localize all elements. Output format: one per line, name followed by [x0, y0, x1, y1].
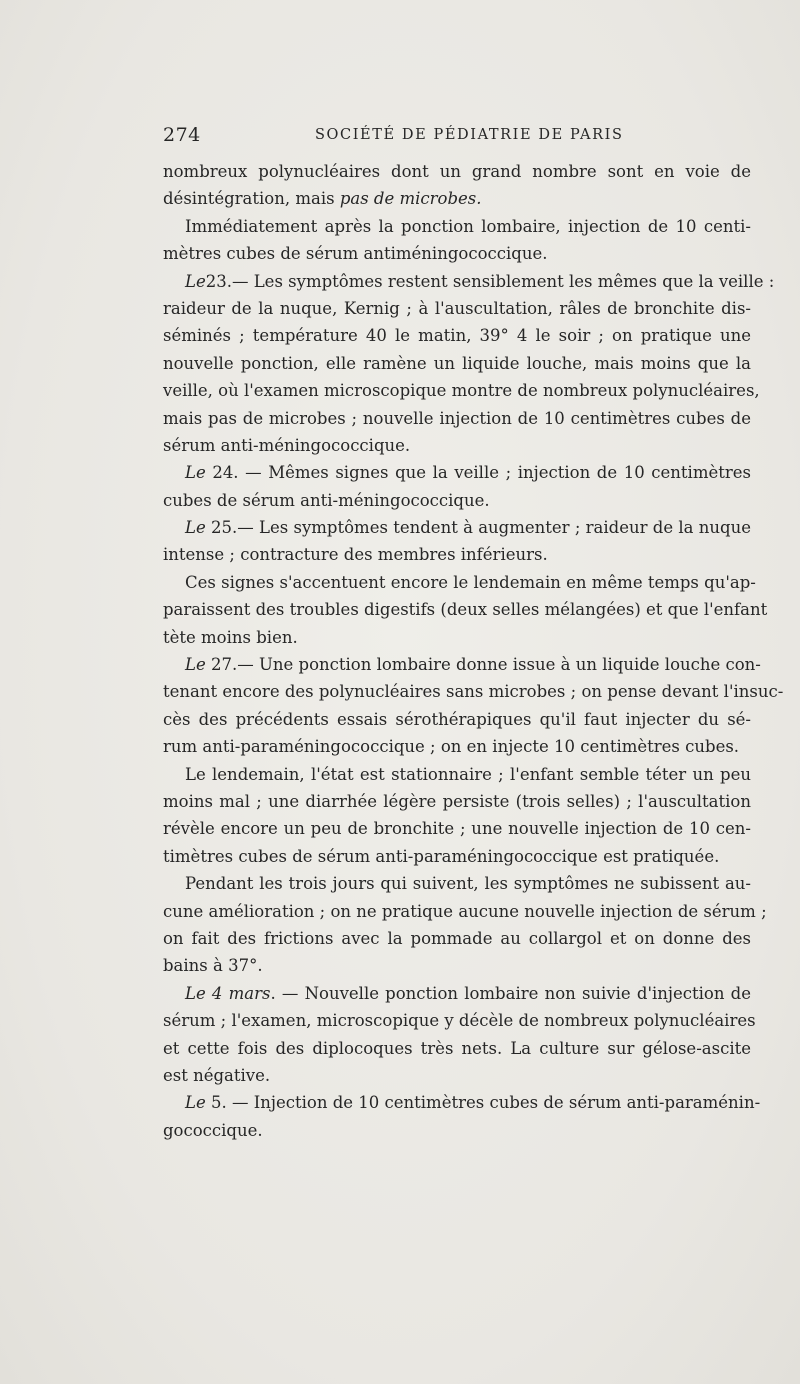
italic-text: Le — [185, 463, 206, 483]
page-number: 274 — [163, 124, 201, 146]
text-segment: sérum anti-méningococcique. — [163, 435, 411, 455]
text-line — [163, 788, 751, 815]
text-line — [163, 596, 768, 623]
text-line — [163, 541, 751, 568]
text-line — [163, 322, 751, 349]
text-segment: mètres cubes de sérum antiméningococcique. — [163, 244, 548, 264]
text-line — [163, 651, 761, 678]
text-line — [163, 158, 751, 185]
text-segment: 5. — Injection de 10 centimètres cubes de sérum anti-paraménin- — [205, 1093, 761, 1113]
text-line — [163, 377, 760, 404]
italic-text: pas de microbes. — [339, 189, 482, 209]
text-line — [163, 295, 751, 322]
text-segment: Pendant les trois jours qui suivent, les symptômes ne subissent au- — [185, 874, 751, 894]
text-line — [163, 733, 751, 760]
italic-text: Le — [185, 518, 206, 538]
text-segment: révèle encore un peu de bronchite ; une nouvelle injection de 10 cen- — [163, 819, 751, 839]
page-header — [163, 124, 753, 152]
text-segment: intense ; contracture des membres inférieurs. — [163, 545, 548, 565]
text-segment: timètres cubes de sérum anti-paraméningococcique est pratiquée. — [163, 846, 720, 866]
text-segment: Immédiatement après la ponction lombaire, injection de 10 centi- — [185, 216, 751, 236]
text-segment: désintégration, mais — [163, 189, 340, 209]
text-line — [163, 350, 751, 377]
text-segment: 25.— Les symptômes tendent à augmenter ; raideur de la nuque — [205, 518, 751, 538]
text-segment: bains à 37°. — [163, 956, 263, 976]
text-line — [163, 432, 751, 459]
text-segment: tète moins bien. — [163, 627, 298, 647]
text-segment: tenant encore des polynucléaires sans microbes ; on pense devant l'insuc- — [163, 682, 784, 702]
text-segment: rum anti-paraméningococcique ; on en injecte 10 centimètres cubes. — [163, 737, 740, 757]
body-text — [163, 158, 784, 1144]
text-segment: 24. — Mêmes signes que la veille ; injection de 10 centimètres — [205, 463, 751, 483]
text-segment: Le lendemain, l'état est stationnaire ; l'enfant semble téter un peu — [185, 764, 751, 784]
text-line — [163, 487, 751, 514]
text-segment: mais pas de microbes ; nouvelle injection de 10 centimètres cubes de — [163, 408, 751, 428]
text-segment: gococcique. — [163, 1120, 263, 1140]
text-segment: cune amélioration ; on ne pratique aucune nouvelle injection de sérum ; — [163, 901, 767, 921]
text-line — [163, 952, 751, 979]
text-line — [163, 240, 751, 267]
text-line — [163, 843, 751, 870]
text-line — [163, 1007, 756, 1034]
text-segment: nouvelle ponction, elle ramène un liquide louche, mais moins que la — [163, 353, 751, 373]
text-line — [163, 815, 751, 842]
text-line — [163, 898, 767, 925]
italic-text: Le — [185, 1093, 206, 1113]
running-title: SOCIÉTÉ DE PÉDIATRIE DE PARIS — [315, 127, 624, 143]
text-line — [163, 1117, 751, 1144]
text-line — [163, 405, 751, 432]
text-line — [163, 514, 751, 541]
text-segment: cubes de sérum anti-méningococcique. — [163, 490, 490, 510]
text-line — [163, 624, 751, 651]
text-line — [163, 925, 751, 952]
italic-text: Le — [185, 655, 206, 675]
text-line — [163, 706, 751, 733]
text-line — [163, 459, 751, 486]
text-line — [163, 185, 751, 212]
text-line — [163, 1062, 751, 1089]
text-segment: on fait des frictions avec la pommade au collargol et on donne des — [163, 928, 751, 948]
text-segment: séminés ; température 40 le matin, 39° 4 le soir ; on pratique une — [163, 326, 751, 346]
text-segment: cès des précédents essais sérothérapiques qu'il faut injecter du sé- — [163, 709, 751, 729]
text-segment: 23.— Les symptômes restent sensiblement les mêmes que la veille : — [205, 271, 775, 291]
text-line — [163, 268, 775, 295]
text-segment: Ces signes s'accentuent encore le lendemain en même temps qu'ap- — [185, 572, 756, 592]
text-line — [163, 569, 756, 596]
text-segment: sérum ; l'examen, microscopique y décèle de nombreux polynucléaires — [163, 1011, 756, 1031]
text-segment: moins mal ; une diarrhée légère persiste (trois selles) ; l'auscultation — [163, 791, 751, 811]
text-line — [163, 1089, 761, 1116]
text-segment: . — Nouvelle ponction lombaire non suivie d'injection de — [270, 983, 751, 1003]
text-segment: et cette fois des diplocoques très nets. La culture sur gélose-ascite — [163, 1038, 751, 1058]
text-line — [163, 870, 751, 897]
italic-text: Le 4 mars — [185, 983, 271, 1003]
text-line — [163, 678, 784, 705]
text-line — [163, 761, 751, 788]
text-segment: veille, où l'examen microscopique montre de nombreux polynucléaires, — [163, 381, 760, 401]
text-segment: 27.— Une ponction lombaire donne issue à un liquide louche con- — [205, 655, 761, 675]
text-segment: paraissent des troubles digestifs (deux selles mélangées) et que l'enfant — [163, 600, 768, 620]
text-line — [163, 980, 751, 1007]
text-line — [163, 1035, 751, 1062]
text-segment: nombreux polynucléaires dont un grand nombre sont en voie de — [163, 162, 751, 181]
text-line — [163, 213, 751, 240]
text-segment: raideur de la nuque, Kernig ; à l'auscultation, râles de bronchite dis- — [163, 298, 751, 318]
italic-text: Le — [185, 271, 206, 291]
text-segment: est négative. — [163, 1065, 271, 1085]
